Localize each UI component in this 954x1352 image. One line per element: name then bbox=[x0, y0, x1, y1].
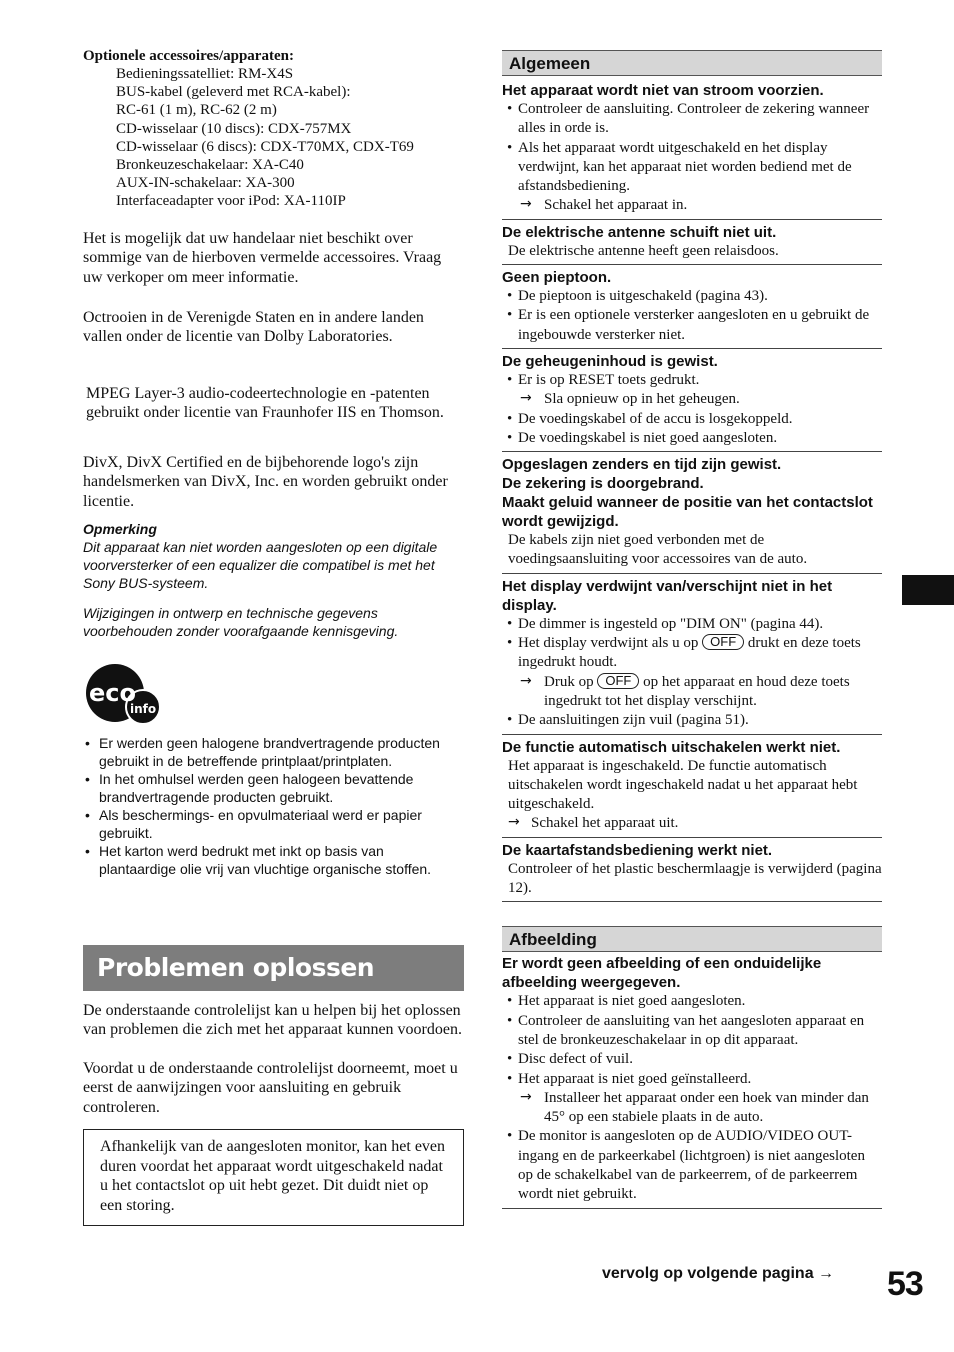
list-item: • Als beschermings- en opvulmateriaal werd er papier gebruikt. bbox=[83, 806, 464, 842]
list-item: • Het apparaat is niet goed geïnstalleerd. bbox=[502, 1070, 882, 1089]
list-item: • De voedingskabel is niet goed aangesloten. bbox=[502, 429, 882, 448]
eco-logo-main: eco bbox=[89, 679, 136, 707]
list-item: • Disc defect of vuil. bbox=[502, 1050, 882, 1069]
list-item: Interfaceadapter voor iPod: XA-110IP bbox=[116, 193, 346, 210]
list-item: Bedieningssatelliet: RM-X4S bbox=[116, 66, 294, 82]
accessories-list bbox=[83, 65, 464, 211]
continued-next-page: vervolg op volgende pagina → bbox=[602, 1265, 835, 1282]
list-item: • De voedingskabel of de accu is losgekoppeld. bbox=[502, 410, 882, 429]
solution-item: → Sla opnieuw op in het geheugen. bbox=[502, 390, 882, 409]
section-heading-general: Algemeen bbox=[502, 50, 882, 76]
solution-item: → Schakel het apparaat in. bbox=[502, 196, 882, 215]
trouble-answer: Het apparaat is ingeschakeld. De functie automatisch uitschakelen wordt ingeschakeld nadat u het apparaat hebt uitgeschakeld. bbox=[508, 757, 858, 813]
mpeg-paragraph: MPEG Layer-3 audio-codeertechnologie en -patenten gebruikt onder licentie van Fraunhofer IIS en Thomson. bbox=[86, 385, 444, 422]
trouble-answer: De kabels zijn niet goed verbonden met de voedingsaansluiting voor accessoires van de auto. bbox=[508, 532, 808, 568]
accessories-title: Optionele accessoires/apparaten: bbox=[83, 48, 294, 64]
list-item: AUX-IN-schakelaar: XA-300 bbox=[116, 175, 295, 192]
list-item: • De aansluitingen zijn vuil (pagina 51). bbox=[502, 711, 882, 730]
list-item: • De monitor is aangesloten op de AUDIO/VIDEO OUT-ingang en de parkeerkabel (lichtgroen) is niet aangesloten op de schakelkabel van de parkeerrem, of de parkeerrem wordt niet gebruikt. bbox=[502, 1127, 882, 1204]
right-column bbox=[502, 50, 882, 1212]
list-item: • Het apparaat is niet goed aangesloten. bbox=[502, 992, 882, 1011]
dolby-paragraph: Octrooien in de Verenigde Staten en in andere landen vallen onder de licentie van Dolby Laboratories. bbox=[83, 309, 424, 346]
trouble-question: Het display verdwijnt van/verschijnt niet in het display. bbox=[502, 577, 833, 614]
solution-item: → Installeer het apparaat onder een hoek van minder dan 45° op een stabiele plaats in de auto. bbox=[502, 1089, 882, 1128]
trouble-question: De kaartafstandsbediening werkt niet. bbox=[502, 841, 773, 859]
dealer-paragraph: Het is mogelijk dat uw handelaar niet beschikt over sommige van de hierboven vermelde accessoires. Vraag uw verkoper om meer informatie. bbox=[83, 230, 442, 286]
divx-paragraph: DivX, DivX Certified en de bijbehorende logo's zijn handelsmerken van DivX, Inc. en worden gebruikt onder licentie. bbox=[83, 454, 448, 510]
monitor-note-box: Afhankelijk van de aangesloten monitor, kan het even duren voordat het apparaat wordt uitgeschakeld nadat u het contactslot op uit hebt gezet. Dit duidt niet op een storing. bbox=[83, 1129, 464, 1226]
list-item: CD-wisselaar (6 discs): CDX-T70MX, CDX-T69 bbox=[116, 138, 414, 155]
solution-item bbox=[502, 673, 882, 712]
trouble-answer: Controleer of het plastic beschermlaagje is verwijderd (pagina 12). bbox=[508, 860, 882, 897]
trouble-block-beep bbox=[502, 268, 882, 349]
eco-logo-sub: info bbox=[130, 702, 157, 716]
trouble-question: Maakt geluid wanneer de positie van het contactslot wordt gewijzigd. bbox=[502, 494, 873, 531]
list-item: • Controleer de aansluiting van het aangesloten apparaat en stel de bronkeuzeschakelaar in op dit apparaat. bbox=[502, 1012, 882, 1051]
note-text: Dit apparaat kan niet worden aangesloten op een digitale voorversterker of een equalizer die compatibel is met het Sony BUS-systeem. bbox=[83, 539, 438, 591]
list-item: • De dimmer is ingesteld op "DIM ON" (pagina 44). bbox=[502, 615, 882, 634]
trouble-block-antenna bbox=[502, 223, 882, 265]
trouble-question: Het apparaat wordt niet van stroom voorzien. bbox=[502, 82, 824, 99]
list-item-text: drukt en deze toets ingedrukt houdt. bbox=[518, 635, 861, 671]
trouble-block-auto-off bbox=[502, 738, 882, 838]
list-item: • Als het apparaat wordt uitgeschakeld en het display verdwijnt, kan het apparaat niet worden bediend met de afstandsbediening. bbox=[502, 139, 882, 197]
solution-text: op het apparaat en houd deze toets ingedrukt tot het display verschijnt. bbox=[544, 673, 850, 709]
eco-bullet-list bbox=[83, 734, 464, 878]
page-number: 53 bbox=[887, 1265, 923, 1303]
section-tab-marker bbox=[902, 575, 954, 605]
note-text-specs: Wijzigingen in ontwerp en technische gegevens voorbehouden zonder voorafgaande kennisgeving. bbox=[83, 605, 399, 639]
troubleshooting-heading: Problemen oplossen bbox=[83, 945, 464, 991]
trouble-block-power bbox=[502, 76, 882, 220]
trouble-block-display bbox=[502, 577, 882, 735]
eco-info-logo bbox=[85, 662, 165, 733]
trouble-answer: De elektrische antenne heeft geen relaisdoos. bbox=[508, 242, 779, 259]
trouble-block-image bbox=[502, 952, 882, 1208]
list-item-text: Het display verdwijnt als u op bbox=[518, 635, 699, 652]
trouble-question: Geen pieptoon. bbox=[502, 269, 612, 287]
trouble-block-remote bbox=[502, 841, 882, 903]
trouble-question: De functie automatisch uitschakelen werkt niet. bbox=[502, 738, 841, 756]
list-item bbox=[502, 634, 882, 673]
trouble-block-memory bbox=[502, 352, 882, 452]
list-item: CD-wisselaar (10 discs): CDX-757MX bbox=[116, 120, 352, 137]
section-heading-image: Afbeelding bbox=[502, 926, 882, 952]
trouble-question: Opgeslagen zenders en tijd zijn gewist. bbox=[502, 456, 782, 474]
solution-item: → Schakel het apparaat uit. bbox=[502, 814, 882, 833]
off-key-label: OFF bbox=[597, 673, 639, 689]
list-item: • Het karton werd bedrukt met inkt op basis van plantaardige olie vrij van vluchtige organische stoffen. bbox=[83, 842, 464, 878]
off-key-label: OFF bbox=[702, 634, 744, 650]
accessories-section bbox=[83, 47, 464, 211]
list-item: BUS-kabel (geleverd met RCA-kabel): bbox=[116, 84, 351, 101]
list-item: RC-61 (1 m), RC-62 (2 m) bbox=[116, 102, 277, 119]
list-item: • De pieptoon is uitgeschakeld (pagina 43). bbox=[502, 287, 882, 306]
troubleshooting-instructions: Voordat u de onderstaande controlelijst doorneemt, moet u eerst de aanwijzingen voor aansluiting en gebruik controleren. bbox=[83, 1060, 458, 1116]
list-item: • Controleer de aansluiting. Controleer de zekering wanneer alles in orde is. bbox=[502, 100, 882, 139]
list-item: • Er is op RESET toets gedrukt. bbox=[502, 371, 882, 390]
note-title: Opmerking bbox=[83, 521, 157, 537]
trouble-question: De geheugeninhoud is gewist. bbox=[502, 352, 718, 370]
solution-text: Druk op bbox=[544, 673, 594, 690]
list-item: • Er werden geen halogene brandvertragende producten gebruikt in de betreffende printplaat/printplaten. bbox=[83, 734, 464, 770]
trouble-block-stations bbox=[502, 455, 882, 574]
list-item: • In het omhulsel werden geen halogeen bevattende brandvertragende producten gebruikt. bbox=[83, 770, 464, 806]
trouble-question: De elektrische antenne schuift niet uit. bbox=[502, 223, 777, 241]
troubleshooting-intro: De onderstaande controlelijst kan u helpen bij het oplossen van problemen die zich met het apparaat kunnen voordoen. bbox=[83, 1002, 462, 1039]
list-item: • Er is een optionele versterker aangesloten en u gebruikt de ingebouwde versterker niet. bbox=[502, 306, 882, 345]
trouble-question: Er wordt geen afbeelding of een onduidelijke afbeelding weergegeven. bbox=[502, 955, 822, 992]
trouble-question: De zekering is doorgebrand. bbox=[502, 475, 704, 493]
list-item: Bronkeuzeschakelaar: XA-C40 bbox=[116, 157, 304, 174]
